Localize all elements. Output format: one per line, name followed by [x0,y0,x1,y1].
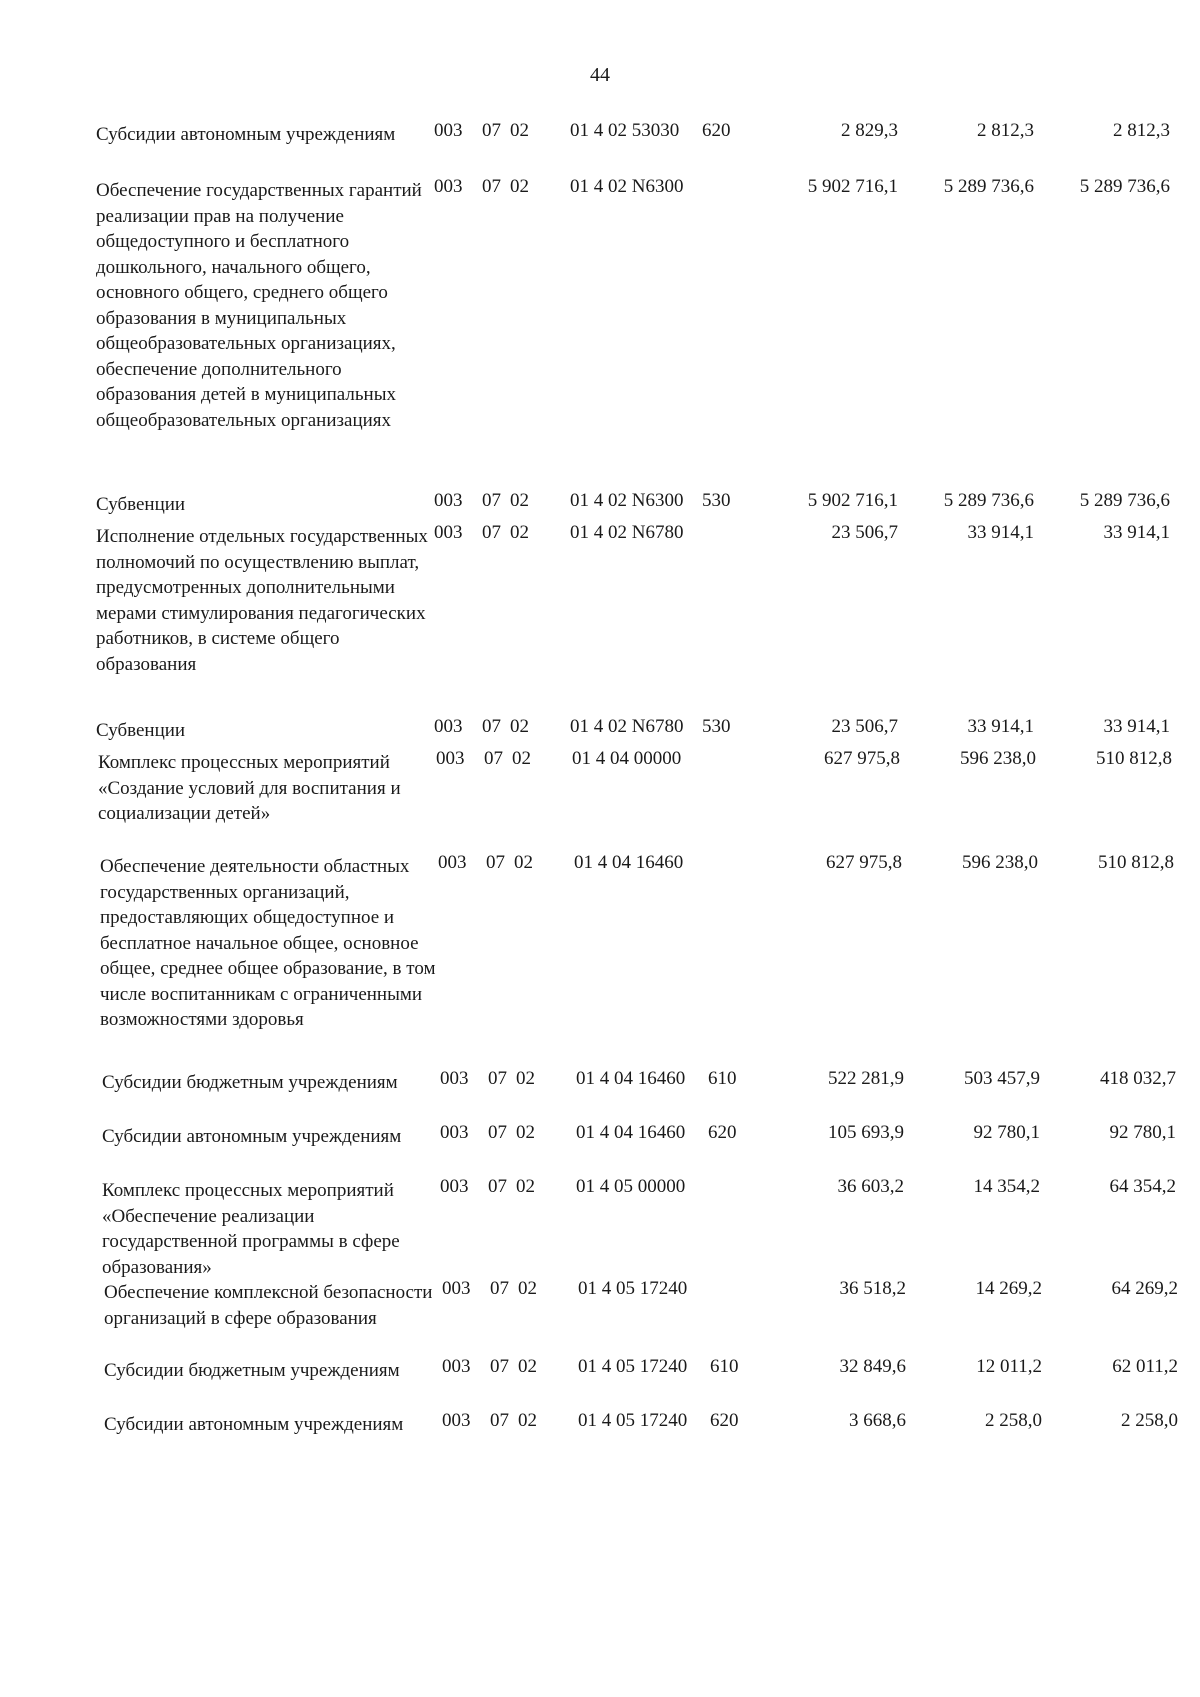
row-year1: 5 902 716,1 [807,176,898,197]
row-year3: 418 032,7 [1100,1068,1176,1089]
row-rz: 07 [490,1410,509,1431]
row-vr: 620 [708,1122,737,1143]
row-pr: 02 [510,716,529,737]
row-rz: 07 [482,120,501,141]
row-ved: 003 [436,748,465,769]
row-year2: 92 780,1 [973,1122,1040,1143]
row-year2: 5 289 736,6 [943,490,1034,511]
row-year3: 510 812,8 [1098,852,1174,873]
row-year1: 32 849,6 [839,1356,906,1377]
row-year3: 33 914,1 [1103,522,1170,543]
table-row [104,1408,1178,1438]
row-ved: 003 [442,1356,471,1377]
row-csr: 01 4 05 00000 [576,1176,686,1197]
row-year1: 627 975,8 [826,852,902,873]
row-ved: 003 [440,1122,469,1143]
row-vr: 620 [702,120,731,141]
row-ved: 003 [434,490,463,511]
row-ved: 003 [442,1410,471,1431]
row-pr: 02 [510,522,529,543]
row-pr: 02 [516,1068,535,1089]
table-row [96,488,1170,518]
row-pr: 02 [518,1410,537,1431]
row-pr: 02 [510,120,529,141]
row-name: Обеспечение государственных гарантий реализации прав на получение общедоступного и бесплатного дошкольного, начального общего, основного общего, среднего общего образования в муниципальных общеобразовательных организациях, обеспечение дополнительного образования детей в муниципальных общеобразовательных организациях [96,180,422,431]
row-csr: 01 4 04 16460 [576,1122,686,1143]
row-ved: 003 [442,1278,471,1299]
row-rz: 07 [482,490,501,511]
row-ved: 003 [434,522,463,543]
table-row [102,1174,1176,1280]
row-vr: 620 [710,1410,739,1431]
row-name: Комплекс процессных мероприятий «Обеспечение реализации государственной программы в сфере образования» [102,1180,400,1278]
row-ved: 003 [434,176,463,197]
row-csr: 01 4 04 16460 [576,1068,686,1089]
row-name: Субсидии бюджетным учреждениям [104,1360,400,1381]
row-name: Субсидии бюджетным учреждениям [102,1072,398,1093]
row-name: Субсидии автономным учреждениям [102,1126,402,1147]
row-year2: 503 457,9 [964,1068,1040,1089]
row-year2: 2 812,3 [977,120,1034,141]
row-ved: 003 [440,1068,469,1089]
row-csr: 01 4 05 17240 [578,1278,688,1299]
row-ved: 003 [434,716,463,737]
table-row [96,520,1170,677]
row-year3: 2 812,3 [1113,120,1170,141]
row-rz: 07 [482,716,501,737]
row-pr: 02 [518,1356,537,1377]
row-pr: 02 [510,176,529,197]
table-row [96,714,1170,744]
row-csr: 01 4 02 N6780 [570,522,684,543]
row-rz: 07 [488,1122,507,1143]
row-year3: 5 289 736,6 [1079,176,1170,197]
row-year2: 33 914,1 [967,522,1034,543]
table-row [96,174,1170,433]
row-csr: 01 4 04 16460 [574,852,684,873]
row-year3: 62 011,2 [1112,1356,1178,1377]
table-row [104,1276,1178,1331]
row-ved: 003 [434,120,463,141]
table-row [104,1354,1178,1384]
row-rz: 07 [484,748,503,769]
row-year3: 5 289 736,6 [1079,490,1170,511]
row-name: Субвенции [96,720,186,741]
row-year1: 36 603,2 [837,1176,904,1197]
row-vr: 530 [702,490,731,511]
row-name: Субсидии автономным учреждениям [96,124,396,145]
row-year2: 596 238,0 [962,852,1038,873]
row-year3: 64 354,2 [1109,1176,1176,1197]
row-vr: 530 [702,716,731,737]
row-year1: 36 518,2 [839,1278,906,1299]
row-name: Исполнение отдельных государственных полномочий по осуществлению выплат, предусмотренных дополнительными мерами стимулирования педагогических работников, в системе общего образования [96,526,428,675]
row-year1: 2 829,3 [841,120,898,141]
row-name: Комплекс процессных мероприятий «Создание условий для воспитания и социализации детей» [98,752,401,824]
row-rz: 07 [482,522,501,543]
table-row [100,850,1174,1033]
table-row [102,1066,1176,1096]
row-csr: 01 4 05 17240 [578,1410,688,1431]
row-name: Обеспечение комплексной безопасности организаций в сфере образования [104,1282,433,1329]
row-year2: 12 011,2 [976,1356,1042,1377]
page-number: 44 [590,64,610,86]
table-row [102,1120,1176,1150]
row-year2: 33 914,1 [967,716,1034,737]
row-year1: 3 668,6 [849,1410,906,1431]
row-ved: 003 [440,1176,469,1197]
row-year1: 522 281,9 [828,1068,904,1089]
row-year3: 33 914,1 [1103,716,1170,737]
row-year2: 2 258,0 [985,1410,1042,1431]
row-csr: 01 4 02 N6300 [570,490,684,511]
row-csr: 01 4 02 N6780 [570,716,684,737]
row-year1: 23 506,7 [831,716,898,737]
row-vr: 610 [708,1068,737,1089]
table-row [96,118,1170,148]
table-row [98,746,1172,827]
row-csr: 01 4 05 17240 [578,1356,688,1377]
row-year2: 5 289 736,6 [943,176,1034,197]
row-pr: 02 [514,852,533,873]
row-vr: 610 [710,1356,739,1377]
row-year1: 23 506,7 [831,522,898,543]
row-pr: 02 [512,748,531,769]
row-rz: 07 [482,176,501,197]
row-rz: 07 [490,1356,509,1377]
row-year2: 596 238,0 [960,748,1036,769]
row-pr: 02 [510,490,529,511]
row-name: Субсидии автономным учреждениям [104,1414,404,1435]
row-name: Обеспечение деятельности областных государственных организаций, предоставляющих общедоступное и бесплатное начальное общее, основное общее, среднее общее образование, в том числе воспитанникам с ограниченными возможностями здоровья [100,856,436,1030]
row-year3: 2 258,0 [1121,1410,1178,1431]
row-rz: 07 [488,1068,507,1089]
row-year1: 627 975,8 [824,748,900,769]
row-pr: 02 [516,1122,535,1143]
row-year2: 14 269,2 [975,1278,1042,1299]
row-rz: 07 [488,1176,507,1197]
row-year3: 64 269,2 [1111,1278,1178,1299]
row-rz: 07 [486,852,505,873]
row-rz: 07 [490,1278,509,1299]
row-year3: 510 812,8 [1096,748,1172,769]
row-pr: 02 [516,1176,535,1197]
row-csr: 01 4 04 00000 [572,748,682,769]
row-year1: 5 902 716,1 [807,490,898,511]
row-csr: 01 4 02 53030 [570,120,680,141]
row-name: Субвенции [96,494,186,515]
row-year3: 92 780,1 [1109,1122,1176,1143]
row-csr: 01 4 02 N6300 [570,176,684,197]
row-year1: 105 693,9 [828,1122,904,1143]
row-pr: 02 [518,1278,537,1299]
row-ved: 003 [438,852,467,873]
row-year2: 14 354,2 [973,1176,1040,1197]
